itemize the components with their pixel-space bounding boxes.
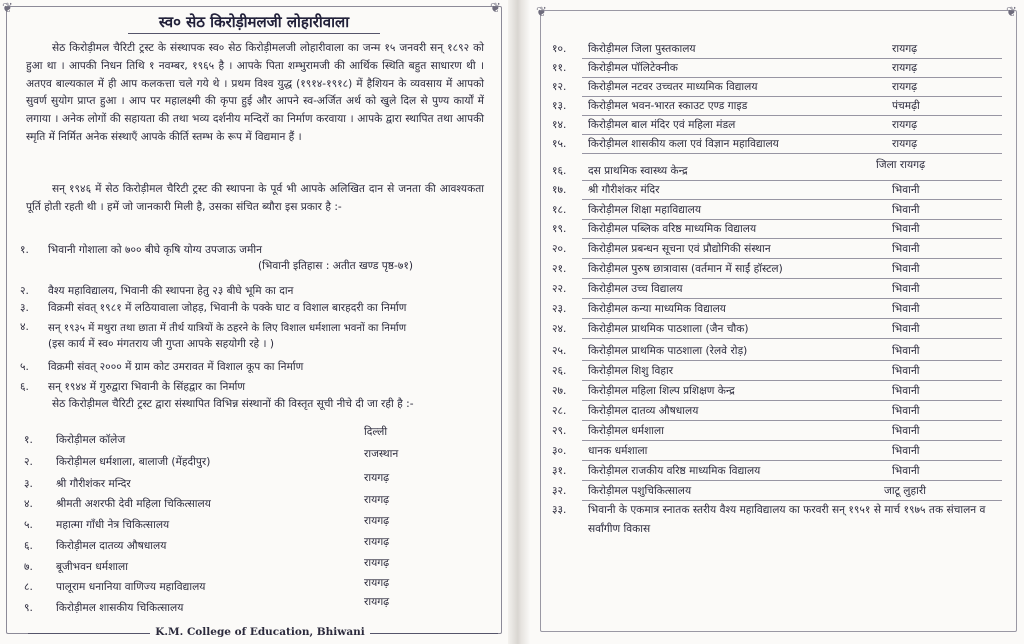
table-row: ३. श्री गौरीशंकर मन्दिर रायगढ़ <box>24 472 390 490</box>
biography-text: सेठ किरोड़ीमल चैरिटी ट्रस्ट के संस्थापक स्व० सेठ किरोड़ीमलजी लोहारीवाला का जन्म १५ जनवरी सन् १८९२ को हुआ था । आपकी निधन तिथि १ नवम्बर, १९६५ है । आपके पिता शम्भुरामजी की आर्थिक स्थिति बहुत साधारण थी । अतएव बाल्यकाल में ही आप कलकत्ता चले गये थे । प्रथम विश्व युद्ध (१९१४-१९१८) में हैशियन के व्यवसाय में आपको सुवर्ण सुयोग प्राप्त हुआ । आप पर महालक्ष्मी की कृपा हुई और आपने स्व-अर्जित अर्थ को खुले दिल से पुण्य कार्यों में लगाया । अनेक लोगों की सहायता की तथा भव्य दर्शनीय मन्दिरों का निर्माण करवाया । आपके द्वारा स्थापित तथा आपकी स्मृति में निर्मित अनेक संस्थाएँ आपके कीर्ति स्तम्भ के रूप में विद्यमान हैं । <box>26 42 484 143</box>
list-item: २. वैश्य महाविद्यालय, भिवानी की स्थापना हेतु २३ बीघे भूमि का दान <box>20 285 294 297</box>
table-row: २४. किरोड़ीमल प्राथमिक पाठशाला (जैन चौक) भिवानी <box>552 323 920 335</box>
row-rule <box>582 153 1002 154</box>
corner-ornament-icon: ❦ <box>2 1 13 16</box>
table-row: १०. किरोड़ीमल जिला पुस्तकालय रायगढ़ <box>552 43 918 55</box>
row-rule <box>582 460 1002 461</box>
row-rule <box>582 400 1002 401</box>
book-gutter <box>508 0 530 644</box>
biography-paragraph <box>26 40 484 147</box>
row-rule <box>582 298 1002 299</box>
row-rule <box>582 338 1002 339</box>
table-row: ३०. धानक धर्मशाला भिवानी <box>552 445 920 457</box>
table-row: २७. किरोड़ीमल महिला शिल्प प्रशिक्षण केन्द्र भिवानी <box>552 385 920 397</box>
table-row: १६. दस प्राथमिक स्वास्थ्य केन्द्र जिला रायगढ़ <box>552 159 926 177</box>
institutions-intro-text: सेठ किरोड़ीमल चैरिटी ट्रस्ट द्वारा संस्थापित विभिन्न संस्थानों की विस्तृत सूची नीचे दी जा रही है :- <box>52 398 414 410</box>
table-row: १४. किरोड़ीमल बाल मंदिर एवं महिला मंडल रायगढ़ <box>552 119 918 131</box>
table-row: १५. किरोड़ीमल शासकीय कला एवं विज्ञान महाविद्यालय रायगढ़ <box>552 138 918 150</box>
table-row: २. किरोड़ीमल धर्मशाला, बालाजी (मेंहदीपुर) राजस्थान <box>24 448 399 468</box>
table-row: १२. किरोड़ीमल नटवर उच्चतर माध्यमिक विद्यालय रायगढ़ <box>552 81 918 93</box>
table-row: २२. किरोड़ीमल उच्च विद्यालय भिवानी <box>552 283 920 295</box>
table-row: २५. किरोड़ीमल प्राथमिक पाठशाला (रेलवे रोड़) भिवानी <box>552 345 920 357</box>
table-row: ९. किरोड़ीमल शासकीय चिकित्सालय रायगढ़ <box>24 596 390 614</box>
table-row: १८. किरोड़ीमल शिक्षा महाविद्यालय भिवानी <box>552 204 920 216</box>
list-item: १. भिवानी गोशाला को ७०० बीघे कृषि योग्य उपजाऊ जमीन <box>20 244 263 256</box>
row-rule <box>582 318 1002 319</box>
row-rule <box>582 380 1002 381</box>
row-rule <box>582 115 1002 116</box>
table-row: ५. महात्मा गाँधी नेत्र चिकित्सालय रायगढ़ <box>24 515 390 531</box>
row-rule <box>582 219 1002 220</box>
donations-intro-text: सन् १९४६ में सेठ किरोड़ीमल चैरिटी ट्रस्ट की स्थापना के पूर्व भी आपके अलिखित दान से जनता की आवश्यकता पूर्ति होती रहती थी । हमें जो जानकारी मिली है, उसका संचित ब्यौरा इस प्रकार है :- <box>26 183 484 213</box>
table-row: ४. श्रीमती अशरफी देवी महिला चिकित्सालय रायगढ़ <box>24 494 390 510</box>
row-rule <box>582 77 1002 78</box>
row-rule <box>582 180 1002 181</box>
footer-rule <box>28 633 152 634</box>
table-row: ३१. किरोड़ीमल राजकीय वरिष्ठ माध्यमिक विद्यालय भिवानी <box>552 465 920 477</box>
row-rule <box>582 420 1002 421</box>
footer-text: K.M. College of Education, Bhiwani <box>150 626 370 638</box>
collaborator-note: (इस कार्य में स्व० मंगतराय जी गुप्ता आपके सहयोगी रहे । ) <box>48 338 275 350</box>
row-rule <box>582 238 1002 239</box>
page-title: स्व० सेठ किरोड़ीमलजी लोहारीवाला <box>158 13 350 31</box>
corner-ornament-icon: ❦ <box>536 5 547 20</box>
row-rule <box>582 134 1002 135</box>
table-row: ३२. किरोड़ीमल पशुचिकित्सालय जाटू लुहारी <box>552 485 926 497</box>
table-row: १३. किरोड़ीमल भवन-भारत स्काउट एण्ड गाइड पंचमढ़ी <box>552 100 920 112</box>
table-row: १९. किरोड़ीमल पब्लिक वरिष्ठ माध्यमिक विद्यालय भिवानी <box>552 223 920 235</box>
table-row: ११. किरोड़ीमल पॉलिटेक्नीक रायगढ़ <box>552 62 918 74</box>
row-rule <box>582 440 1002 441</box>
source-note: (भिवानी इतिहास : अतीत खण्ड पृष्ठ-७१) <box>258 260 414 272</box>
row-rule <box>582 360 1002 361</box>
corner-ornament-icon: ❦ <box>490 1 501 16</box>
table-row: २६. किरोड़ीमल शिशु विहार भिवानी <box>552 365 920 377</box>
table-row: २९. किरोड़ीमल धर्मशाला भिवानी <box>552 425 920 437</box>
table-row: २८. किरोड़ीमल दातव्य औषधालय भिवानी <box>552 405 920 417</box>
table-row: २०. किरोड़ीमल प्रबन्धन सूचना एवं प्रौद्योगिकी संस्थान भिवानी <box>552 243 920 255</box>
right-page: ❦ ❦ १०. किरोड़ीमल जिला पुस्तकालय रायगढ़ ११. किरोड़ीमल पॉलिटेक्नीक रायगढ़ १२. किरोड़ीमल नटवर उच्चतर माध्यमिक विद्यालय रायगढ़ १३. किरोड़ीमल भवन-भारत स्काउट एण्ड गाइड पंचमढ़ी १४. किरोड़ीमल बाल मंदिर एवं महिला मंडल रायगढ़ १५. किरोड़ीमल शासकीय कला एवं विज्ञान महाविद्यालय रायगढ़ १६. दस प्राथमिक स्वास्थ्य केन्द्र जिला रायगढ़ १७. श्री गौरीशंकर मंदिर भिवानी १८. किरोड़ीमल शिक्षा महाविद्यालय भिवानी १९. किरोड़ीमल पब्लिक वरिष्ठ माध्यमिक विद्यालय भिवानी २०. किरोड़ीमल प्रबन्धन सूचना एवं प्रौद्योगिकी संस्थान भिवानी २१. किरोड़ीमल पुरुष छात्रावास (वर्तमान में साईं हॉस्टल) भिवानी २२. किरोड़ीमल उच्च विद्यालय भिवानी २३. किरोड़ीमल कन्या माध्यमिक विद्यालय भिवानी २४. किरोड़ीमल प्राथमिक पाठशाला (जैन चौक) भिवानी २५. किरोड़ीमल प्राथमिक पाठशाला (रेलवे रोड़) भिवानी २६. किरोड़ीमल शिशु विहार भिवानी २७. किरोड़ीमल महिला शिल्प प्रशिक्षण केन्द्र भिवानी २८. किरोड़ीमल दातव्य औषधालय भिवानी २९. किरोड़ीमल धर्मशाला भिवानी ३०. धानक धर्मशाला भिवानी ३१. किरोड़ीमल राजकीय वरिष्ठ माध्यमिक विद्यालय भिवानी ३२. किरोड़ीमल पशुचिकित्सालय जाटू लुहारी ३३. भिवानी के एकमात्र स्नातक स्तरीय वैश्य महाविद्यालय का फरवरी सन् १९५१ से मार्च १९७५ तक संचालन व सर्वांगीण विकास <box>530 0 1024 644</box>
left-page <box>0 0 508 644</box>
page-footer <box>0 626 508 640</box>
table-row: ७. बूजीभवन धर्मशाला रायगढ़ <box>24 557 390 573</box>
corner-ornament-icon: ❦ <box>1006 5 1017 20</box>
title-underline <box>128 33 380 34</box>
row-rule <box>582 480 1002 481</box>
row-rule <box>582 58 1002 59</box>
list-item: ५. विक्रमी संवत् २००० में ग्राम कोट उमरावत में विशाल कूप का निर्माण <box>20 361 304 373</box>
list-item: ६. सन् १९४४ में गुरुद्वारा भिवानी के सिंहद्वार का निर्माण <box>20 381 246 393</box>
footer-rule <box>368 633 498 634</box>
table-row: २१. किरोड़ीमल पुरुष छात्रावास (वर्तमान में साईं हॉस्टल) भिवानी <box>552 263 920 275</box>
table-row: १. किरोड़ीमल कॉलेज दिल्ली <box>24 426 388 446</box>
list-item: ४. सन् १९३५ में मथुरा तथा छाता में तीर्थ यात्रियों के ठहरने के लिए विशाल धर्मशाला भवनों का निर्माण <box>20 321 407 334</box>
table-row: ८. पालूराम धनानिया वाणिज्य महाविद्यालय रायगढ़ <box>24 577 390 593</box>
donations-intro <box>26 181 484 217</box>
list-item: ३. विक्रमी संवत् १९८१ में लठियावाला जोहड़, भिवानी के पक्के घाट व विशाल बारहदरी का निर्माण <box>20 302 407 314</box>
institutions-intro <box>26 396 484 414</box>
row-rule <box>582 96 1002 97</box>
table-row: ६. किरोड़ीमल दातव्य औषधालय रायगढ़ <box>24 536 390 552</box>
row-rule <box>582 258 1002 259</box>
table-row: २३. किरोड़ीमल कन्या माध्यमिक विद्यालय भिवानी <box>552 303 920 315</box>
row-rule <box>582 199 1002 200</box>
row-rule <box>582 278 1002 279</box>
table-row: १७. श्री गौरीशंकर मंदिर भिवानी <box>552 184 920 196</box>
